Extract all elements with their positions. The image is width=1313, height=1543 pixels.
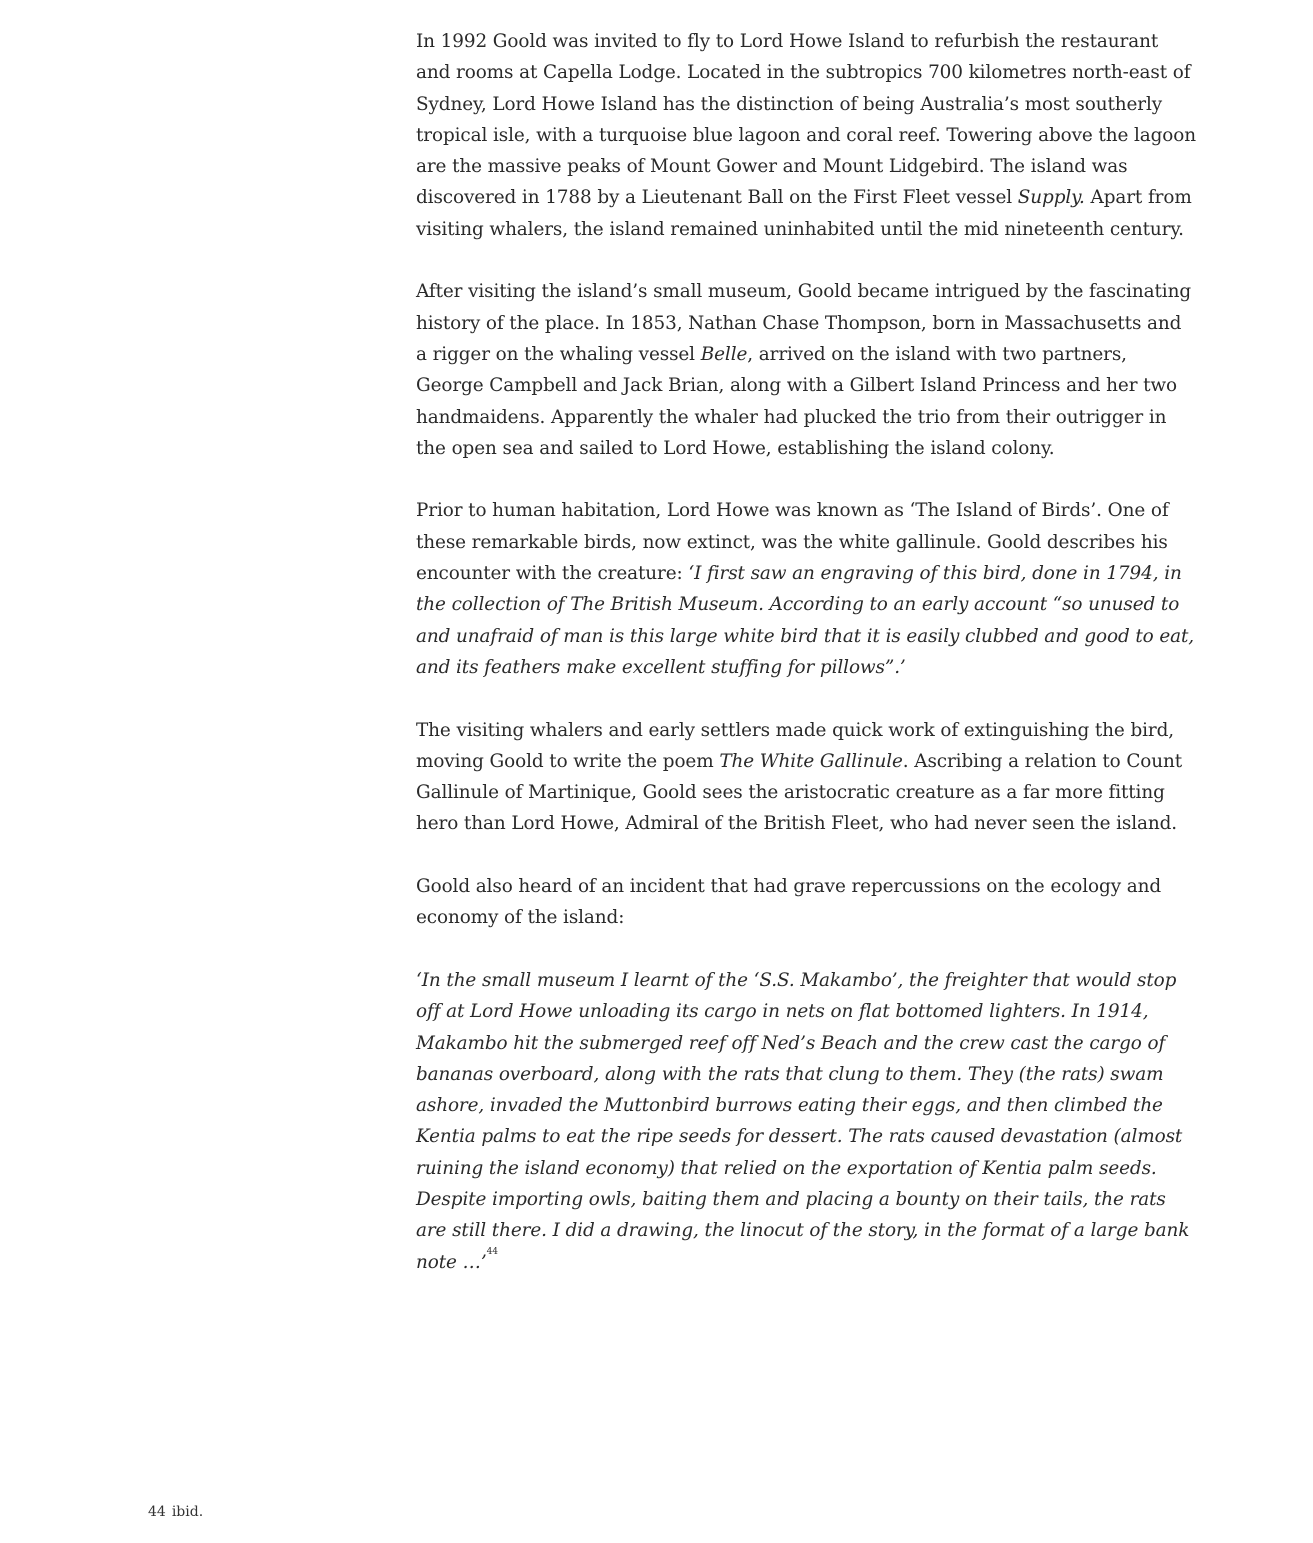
paragraph-4 (416, 715, 1196, 840)
vessel-name-belle: Belle (700, 343, 748, 365)
goold-quote-gallinule: ‘I first saw an engraving of this bird, done in 1794, in the collection of The British Museum. According to an early account “so unused to and unafraid of man is this large white bird that it is easily clubbed and good to eat, and its feathers make excellent stuffing for pillows”.’ (416, 563, 1195, 678)
poem-title: The White Gallinule (719, 750, 903, 772)
paragraph-3 (416, 495, 1196, 683)
paragraph-2 (416, 276, 1196, 464)
paragraph-5 (416, 871, 1196, 934)
paragraph-2-text: After visiting the island’s small museum, Goold became intrigued by the fascinating history of the place. In 1853, Nathan Chase Thompson, born in Massachusetts and a rigger on the whaling vessel (416, 281, 1191, 365)
paragraph-4-text-end: . Ascribing a relation to Count Gallinule of Martinique, Goold sees the aristocratic creature as a far more fitting hero than Lord Howe, Admiral of the British Fleet, who had never seen the island. (416, 750, 1183, 835)
footnote (148, 1502, 203, 1522)
footnote-number: 44 (148, 1504, 166, 1520)
paragraph-1 (416, 26, 1196, 245)
body-text (416, 26, 1196, 1309)
footnote-text: ibid. (171, 1504, 204, 1520)
paragraph-1-text: In 1992 Goold was invited to fly to Lord Howe Island to refurbish the restaurant and rooms at Capella Lodge. Located in the subtropics 700 kilometres north-east of Sydney, Lord Howe Island has the distinction of being Australia’s most southerly tropical isle, with a turquoise blue lagoon and coral reef. Towering above the lagoon are the massive peaks of Mount Gower and Mount Lidgebird. The island was discovered in 1788 by a Lieutenant Ball on the First Fleet vessel (416, 31, 1196, 209)
block-quote-text: ‘In the small museum I learnt of the ‘S.S. Makambo’, the freighter that would stop off at Lord Howe unloading its cargo in nets on flat bottomed lighters. In 1914, Makambo hit the submerged reef off Ned’s Beach and the crew cast the cargo of bananas overboard, along with the rats that clung to them. They (the rats) swam ashore, invaded the Muttonbird burrows eating their eggs, and then climbed the Kentia palms to eat the ripe seeds for dessert. The rats caused devastation (almost ruining the island economy) that relied on the exportation of Kentia palm seeds. Despite importing owls, baiting them and placing a bounty on their tails, the rats are still there. I did a drawing, the linocut of the story, in the format of a large bank note …’ (416, 969, 1190, 1273)
footnote-reference: 44 (486, 1247, 498, 1258)
paragraph-2-text-end: , arrived on the island with two partners, George Campbell and Jack Brian, along with a Gilbert Island Princess and her two handmaidens. Apparently the whaler had plucked the trio from their outrigger in the open sea and sailed to Lord Howe, establishing the island colony. (416, 343, 1178, 459)
paragraph-3-text: Prior to human habitation, Lord Howe was known as ‘The Island of Birds’. One of these remarkable birds, now extinct, was the white gallinule. Goold describes his encounter with the creature: (416, 500, 1169, 585)
paragraph-1-text-end: Apart from visiting whalers, the island remained uninhabited until the mid nineteenth century. (416, 187, 1192, 240)
paragraph-5-text: Goold also heard of an incident that had grave repercussions on the ecology and economy of the island: (416, 876, 1162, 929)
vessel-name-supply: Supply. (1017, 187, 1085, 209)
paragraph-4-text: The visiting whalers and early settlers made quick work of extinguishing the bird, moving Goold to write the poem (416, 719, 1175, 772)
block-quote-makambo (416, 965, 1196, 1278)
